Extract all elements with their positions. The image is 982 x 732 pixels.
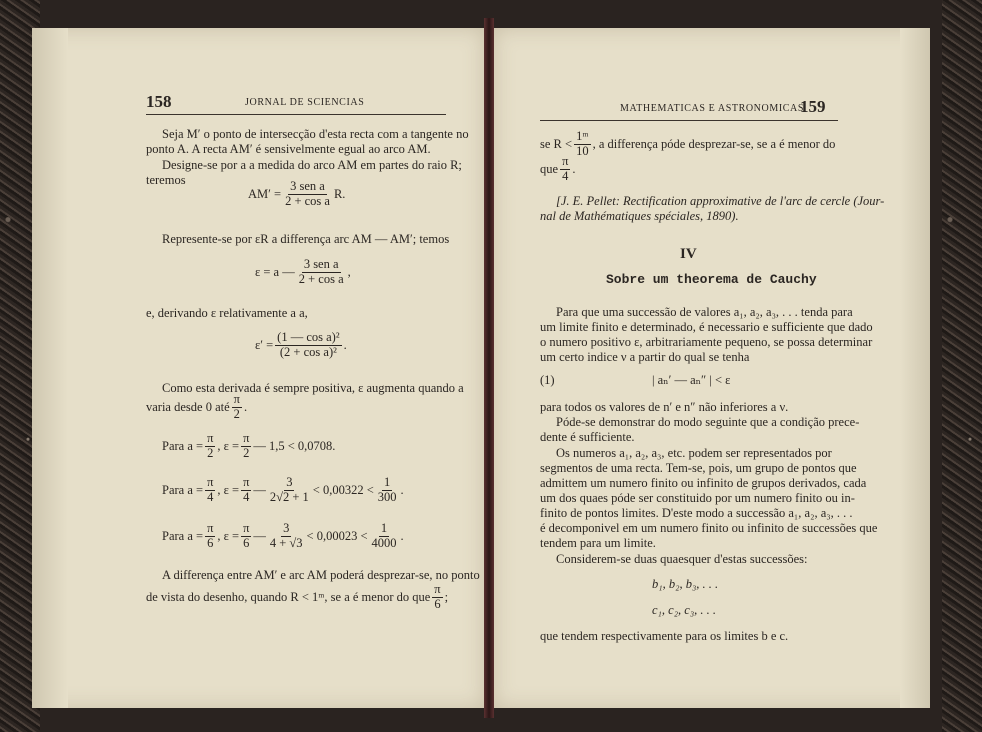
frac-num: 3 xyxy=(286,475,293,489)
left-text-line: Seja M′ o ponto de intersecção d'esta recta com a tangente no xyxy=(162,127,469,141)
frac-den: 2 + cos a xyxy=(298,271,344,286)
right-text-line: Considerem-se duas quaesquer d'estas successões: xyxy=(556,552,808,566)
eq-text: . xyxy=(343,337,347,352)
frac-den: 6 xyxy=(207,535,214,550)
right-running-head: MATHEMATICAS E ASTRONOMICAS xyxy=(620,103,804,114)
reference-line: nal de Mathématiques spéciales, 1890). xyxy=(540,209,739,223)
eq-text: — xyxy=(253,482,266,497)
frac-den: (2 + cos a)² xyxy=(279,344,337,359)
equation-epsilon-prime xyxy=(255,331,347,360)
eq-fraction xyxy=(268,476,311,505)
left-text-line: A differença entre AM′ e arc AM poderá desprezar-se, no ponto xyxy=(162,568,480,582)
eq-text: , ε = xyxy=(217,482,240,497)
frac-den: 4 xyxy=(207,489,214,504)
left-text-line xyxy=(146,583,448,612)
eq-text: AM′ = xyxy=(248,186,282,201)
frac-den: 10 xyxy=(576,143,589,158)
equation-cauchy: | aₙ′ — aₙ″ | < ε xyxy=(652,373,731,387)
left-page-edge xyxy=(32,28,68,708)
right-text-line: tendem para um limite. xyxy=(540,536,656,550)
case-pi-over-2 xyxy=(162,432,335,461)
left-text-line: ponto A. A recta AM′ é sensivelmente egual ao arco AM. xyxy=(146,142,431,156)
frac-num: 1 xyxy=(380,521,388,535)
frac-den: 6 xyxy=(434,596,441,611)
eq-fraction xyxy=(205,476,215,505)
frac-den: 4000 xyxy=(371,535,397,550)
case-pi-over-4 xyxy=(162,476,404,505)
right-text-line: um limite finito e determinado, é necessario e sufficiente que dado xyxy=(540,320,873,334)
eq-text: , xyxy=(347,264,351,279)
eq-fraction xyxy=(275,331,341,360)
frac-den: 4 + √3 xyxy=(269,535,303,550)
frac-den: 6 xyxy=(243,535,250,550)
eq-text: — xyxy=(253,528,266,543)
left-text-line: teremos xyxy=(146,173,186,187)
frac-num: 3 sen a xyxy=(290,179,325,193)
frac-num: π xyxy=(233,392,240,406)
left-text-line: Designe-se por a a medida do arco AM em partes do raio R; xyxy=(162,158,462,172)
right-text-line: é decomponivel em um numero finito ou infinito de successões que xyxy=(540,521,878,535)
case-pi-over-6 xyxy=(162,522,404,551)
eq-text: que xyxy=(540,161,559,176)
eq-fraction xyxy=(370,522,399,551)
frac-num: π xyxy=(207,475,214,489)
eq-text: < 0,00322 < xyxy=(312,482,374,497)
right-text-line xyxy=(540,130,835,159)
eq-text: de vista do desenho, quando R < 1ᵐ, se a é menor do que xyxy=(146,589,431,604)
right-text-line: Os numeros a₁, a₂, a₃, etc. podem ser representados por xyxy=(556,446,832,460)
eq-fraction xyxy=(232,393,242,422)
right-page-number: 159 xyxy=(800,97,826,116)
eq-text: . xyxy=(400,482,404,497)
eq-fraction xyxy=(205,522,215,551)
eq-text: ε′ = xyxy=(255,337,274,352)
eq-fraction xyxy=(297,258,346,287)
eq-text: ; xyxy=(444,589,449,604)
frac-num: π xyxy=(243,431,250,445)
eq-fraction xyxy=(560,155,570,184)
right-text-line: que tendem respectivamente para os limites b e c. xyxy=(540,629,789,643)
frac-num: 1ᵐ xyxy=(576,129,589,143)
right-text-line xyxy=(540,155,576,184)
right-text-line: um certo indice ν a partir do qual se tenha xyxy=(540,350,750,364)
sequence-b: b₁, b₂, b₃, . . . xyxy=(652,577,719,591)
book-spine xyxy=(484,18,494,718)
right-head-rule xyxy=(540,120,838,121)
eq-fraction xyxy=(241,432,251,461)
right-text-line: um dos quaes póde ser constituido por um numero finito ou in- xyxy=(540,491,855,505)
frac-den: 2 xyxy=(243,445,250,460)
frac-num: π xyxy=(207,431,214,445)
left-text-line: Como esta derivada é sempre positiva, ε augmenta quando a xyxy=(162,381,464,395)
right-text-line: Póde-se demonstrar do modo seguinte que a condição prece- xyxy=(556,415,860,429)
sequence-c: c₁, c₂, c₃, . . . xyxy=(652,603,717,617)
frac-num: π xyxy=(562,154,569,168)
eq-text: , ε = xyxy=(217,528,240,543)
equation-label: (1) xyxy=(540,373,555,387)
eq-fraction xyxy=(241,476,251,505)
eq-text: Para a = xyxy=(162,528,204,543)
right-text-line: o numero positivo ε, arbitrariamente pequeno, se possa determinar xyxy=(540,335,873,349)
frac-num: 3 xyxy=(283,521,290,535)
eq-text: — 1,5 < 0,0708. xyxy=(253,438,336,453)
left-page-number: 158 xyxy=(146,92,172,111)
eq-text: R. xyxy=(333,186,346,201)
left-head-rule xyxy=(146,114,446,115)
frac-num: (1 — cos a)² xyxy=(277,330,340,344)
eq-text: < 0,00023 < xyxy=(306,528,368,543)
reference-line: [J. E. Pellet: Rectification approximative de l'arc de cercle (Jour- xyxy=(556,194,885,208)
frac-num: 1 xyxy=(384,475,391,489)
left-text-line: Represente-se por εR a differença arc AM — AM′; temos xyxy=(162,232,450,246)
frac-den: 2 + cos a xyxy=(285,193,330,208)
right-text-line: admittem um numero finito ou infinito de grupos derivados, cada xyxy=(540,476,867,490)
left-running-head: JORNAL DE SCIENCIAS xyxy=(245,97,365,108)
eq-fraction xyxy=(268,522,305,551)
frac-num: π xyxy=(207,521,214,535)
frac-num: 3 sen a xyxy=(303,257,339,271)
frac-den: 2 xyxy=(207,445,214,460)
book-cover-right xyxy=(942,0,982,732)
right-page-edge xyxy=(900,28,930,708)
eq-fraction xyxy=(376,476,399,505)
frac-den: 2√2 + 1 xyxy=(269,489,309,504)
eq-text: , a differença póde desprezar-se, se a é menor do xyxy=(592,136,836,151)
eq-fraction xyxy=(432,583,442,612)
eq-fraction xyxy=(241,522,251,551)
frac-num: π xyxy=(243,521,250,535)
eq-text: ε = a — xyxy=(255,264,295,279)
right-text-line: finito de pontos limites. D'este modo a successão a₁, a₂, a₃, . . . xyxy=(540,506,853,520)
equation-am-prime xyxy=(248,180,345,209)
eq-text: Para a = xyxy=(162,482,204,497)
right-text-line: dente é sufficiente. xyxy=(540,430,635,444)
eq-fraction xyxy=(205,432,215,461)
left-text-line: e, derivando ε relativamente a a, xyxy=(146,306,308,320)
eq-text: . xyxy=(572,161,576,176)
frac-den: 300 xyxy=(377,489,397,504)
eq-text: Para a = xyxy=(162,438,204,453)
section-title: Sobre um theorema de Cauchy xyxy=(606,272,817,287)
eq-fraction xyxy=(574,130,591,159)
right-text-line: Para que uma successão de valores a₁, a₂, a₃, . . . tenda para xyxy=(556,305,853,319)
right-text-line: para todos os valores de n′ e n″ não inferiores a ν. xyxy=(540,400,789,414)
frac-num: π xyxy=(243,475,250,489)
frac-den: 2 xyxy=(233,406,240,421)
frac-den: 4 xyxy=(243,489,250,504)
eq-fraction xyxy=(283,180,332,209)
section-number: IV xyxy=(680,246,697,262)
eq-text: . xyxy=(400,528,404,543)
frac-den: 4 xyxy=(562,168,569,183)
equation-epsilon xyxy=(255,258,351,287)
eq-text: . xyxy=(243,399,248,414)
frac-num: π xyxy=(434,582,441,596)
right-text-line: segmentos de uma recta. Tem-se, pois, um grupo de pontos que xyxy=(540,461,857,475)
eq-text: , ε = xyxy=(217,438,240,453)
eq-text: se R < xyxy=(540,136,573,151)
eq-text: varia desde 0 até xyxy=(146,399,230,414)
left-text-line xyxy=(146,393,247,422)
